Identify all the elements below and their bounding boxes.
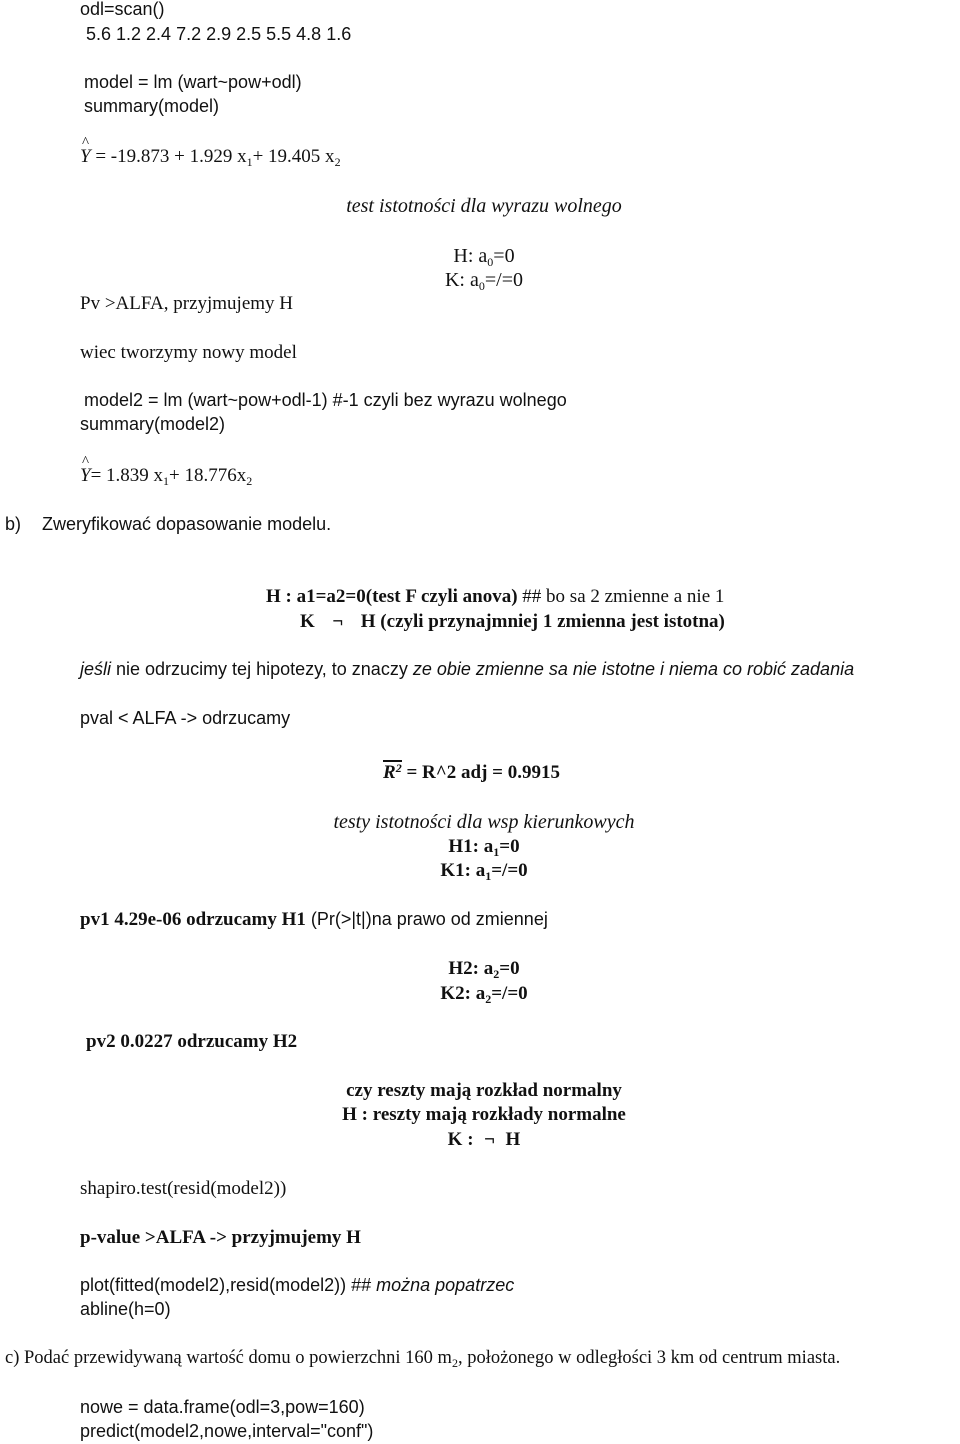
code-newdata: nowe = data.frame(odl=3,pow=160) [80,1397,365,1417]
code-summary2: summary(model2) [80,414,226,434]
regression-equation-2: ^ Y= 1.839 $x_1+ 18.776x_2$ [80,466,252,485]
anova-hypothesis: H : a1=a2=0(test F czyli anova) ## bo sa 2 zmienne a nie 1 [266,586,725,607]
pv-decision: Pv >ALFA, przyjmujemy H [80,293,294,314]
item-b-label: b) [5,514,22,534]
hypothesis-h0: H: $a_0=0$ [453,245,515,269]
code-model2: model2 = lm (wart~pow+odl-1) #-1 czyli bez wyrazu wolnego [84,390,567,410]
anova-alternative: K ¬ H (czyli przynajmniej 1 zmienna jest istotna) [300,611,725,632]
pvalue-decision: p-value >ALFA -> przyjmujemy H [80,1227,361,1248]
hypothesis-h1: H1: $a_1=0$ [448,836,520,859]
normality-question: czy reszty mają rozkład normalny [346,1080,622,1101]
code-plot: plot(fitted(model2),resid(model2)) ## można popatrzec [80,1275,515,1295]
pv2-decision: pv2 0.0227 odrzucamy H2 [86,1031,298,1052]
item-c-text: c) Podać przewidywaną wartość domu o powierzchni 160 $m_2$, położonego w odległości 3 km od centrum miasta. [5,1348,841,1370]
item-b-text: Zweryfikować dopasowanie modelu. [42,514,332,534]
hypothesis-h2: H2: $a_2=0$ [448,958,520,981]
adjusted-r2: $R^2$ = R^2 adj = 0.9915 [383,761,560,783]
hypothesis-k2: K2: $a_2=/=0$ [440,983,528,1006]
interpretation-note: jeśli nie odrzucimy tej hipotezy, to znaczy ze obie zmienne sa nie istotne i niema co robić zadania [80,659,855,679]
intercept-test-title: test istotności dla wyrazu wolnego [346,195,622,217]
normality-alternative: K : ¬ H [447,1129,521,1150]
hypothesis-k0: K: $a_0=/=0$ [444,269,524,293]
normality-hypothesis: H : reszty mają rozkłady normalne [342,1104,626,1125]
code-shapiro: shapiro.test(resid(model2)) [80,1178,287,1199]
slope-test-title: testy istotności dla wsp kierunkowych [333,811,635,833]
code-scan: odl=scan() [80,0,165,19]
code-model: model = lm (wart~pow+odl) [84,72,302,92]
data-values: 5.6 1.2 2.4 7.2 2.9 2.5 5.5 4.8 1.6 [86,24,352,44]
regression-equation-1: ^ Y = -19.873 + 1.929 $x_1+ 19.405$ $x_2$ [80,147,341,166]
pval-rule: pval < ALFA -> odrzucamy [80,708,291,728]
code-abline: abline(h=0) [80,1299,171,1319]
pv1-decision: pv1 4.29e-06 odrzucamy H1 (Pr(>|t|)na prawo od zmiennej [80,909,548,930]
code-summary: summary(model) [84,96,220,116]
code-predict: predict(model2,nowe,interval="conf") [80,1421,374,1441]
new-model-note: wiec tworzymy nowy model [80,342,297,363]
hypothesis-k1: K1: $a_1=/=0$ [440,860,528,883]
